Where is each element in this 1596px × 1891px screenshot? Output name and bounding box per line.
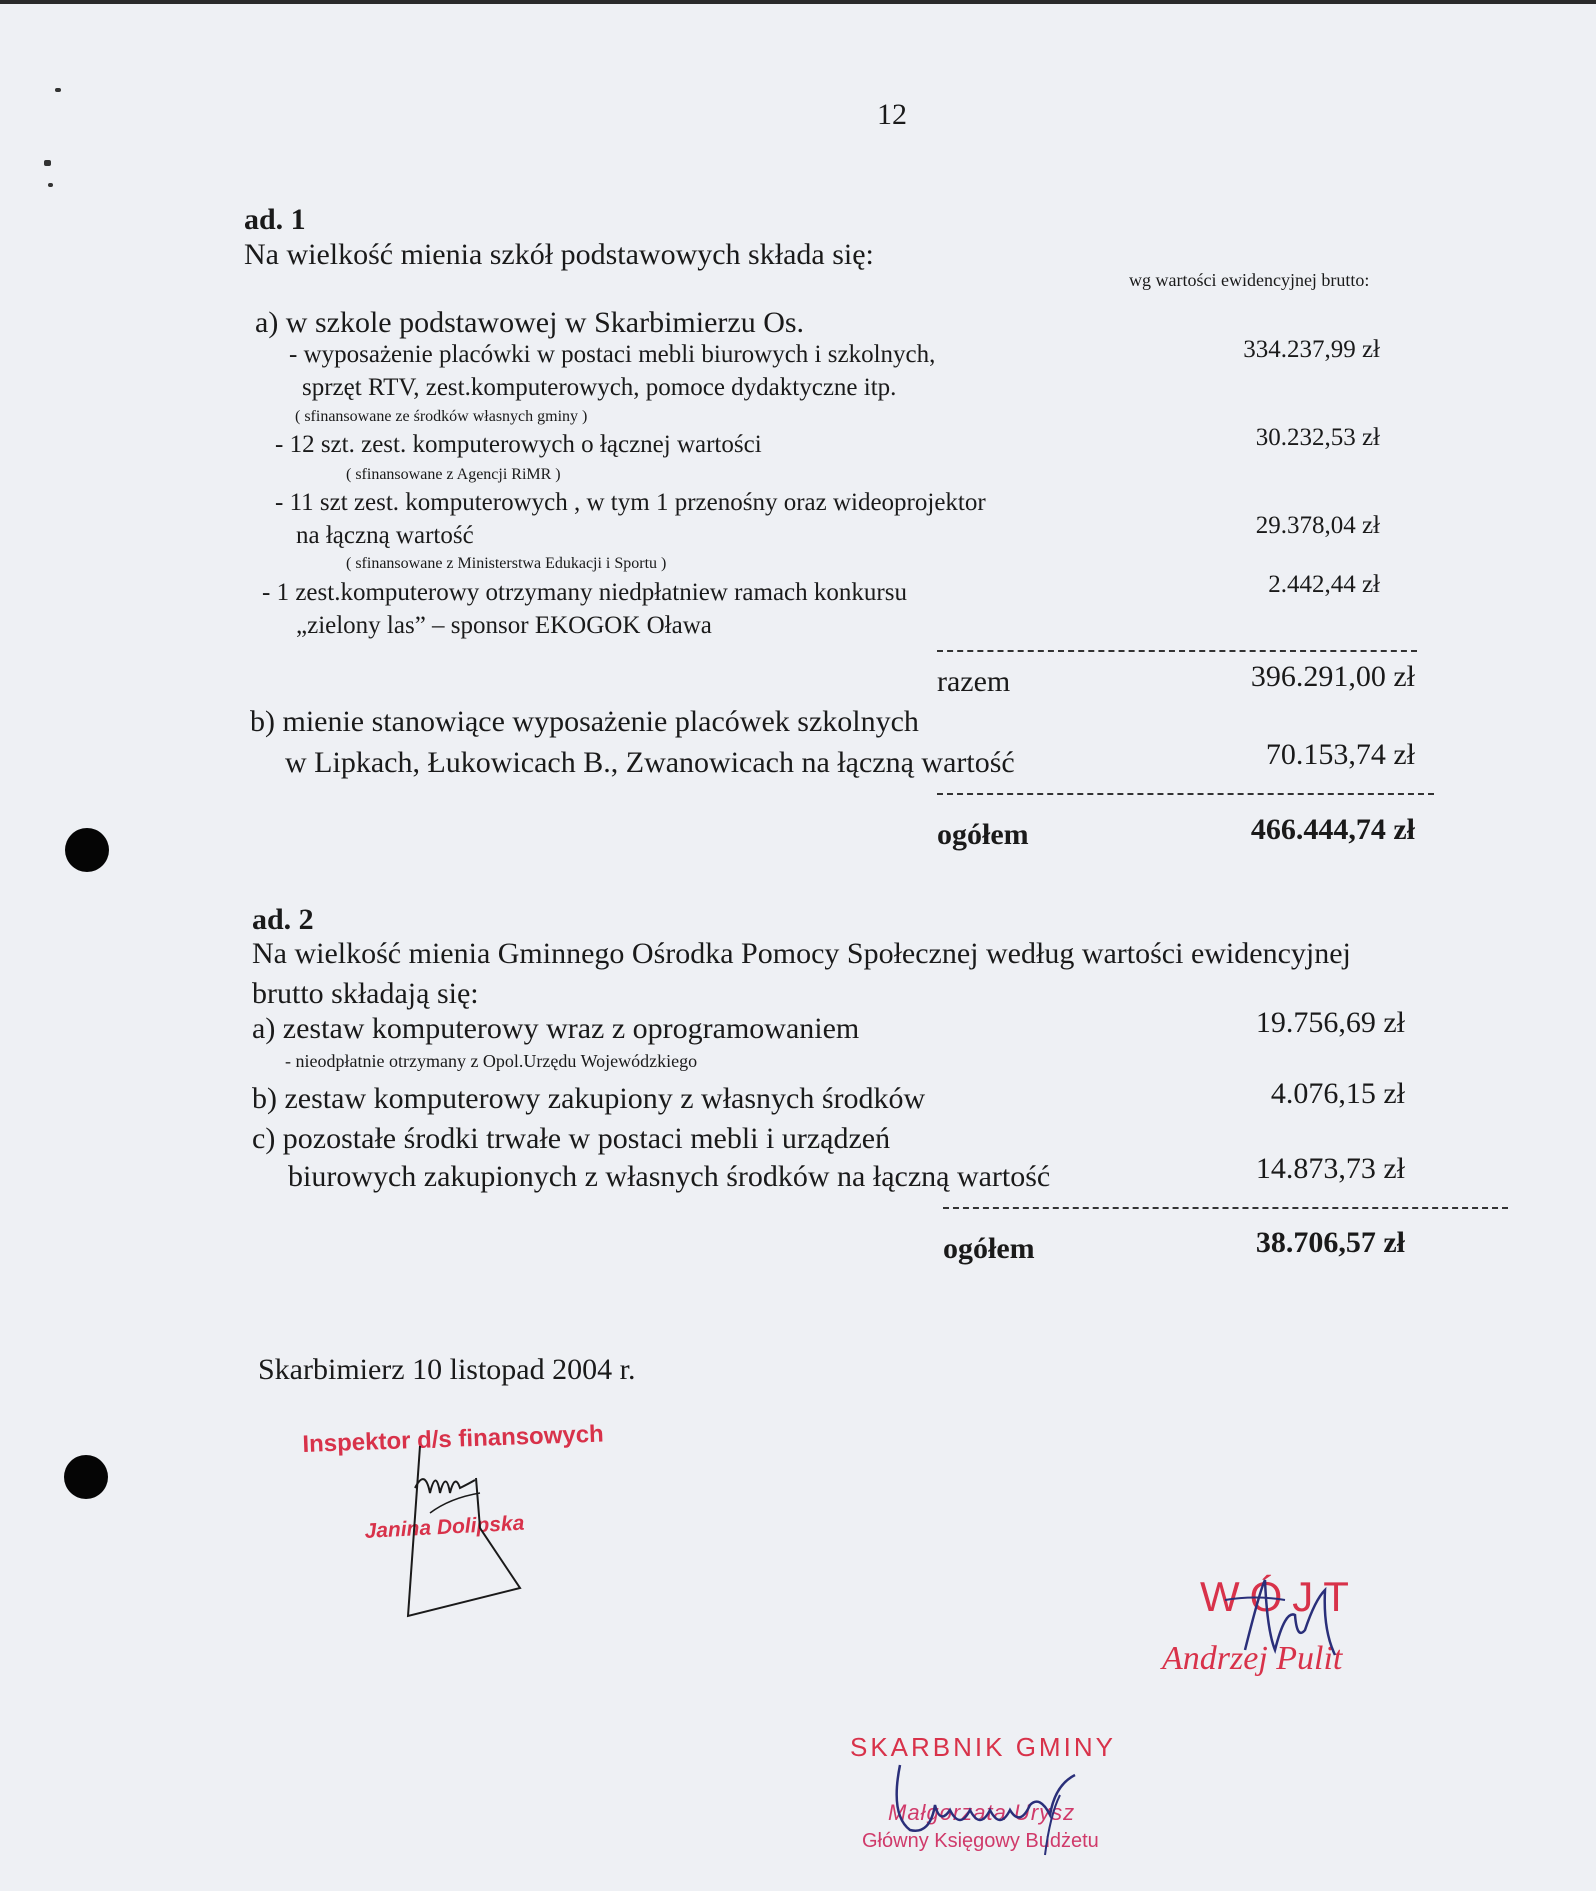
ad1-a3-line2: na łączną wartość bbox=[296, 522, 474, 549]
ad2-total-amount: 38.706,57 zł bbox=[1255, 1226, 1405, 1259]
ad2-c-line1: c) pozostałe środki trwałe w postaci mebli i urządzeń bbox=[252, 1122, 891, 1155]
punch-hole bbox=[64, 1455, 108, 1499]
ad1-a1-note: ( sfinansowane ze środków własnych gminy ) bbox=[295, 408, 588, 425]
scan-speck bbox=[55, 88, 61, 92]
ad1-total-label: ogółem bbox=[937, 818, 1029, 851]
wojt-signature bbox=[1205, 1570, 1365, 1690]
ad2-heading: ad. 2 bbox=[252, 903, 314, 936]
ad2-intro-line1: Na wielkość mienia Gminnego Ośrodka Pomocy Społecznej według wartości ewidencyjnej bbox=[252, 937, 1351, 970]
ad1-a2-amount: 30.232,53 zł bbox=[1255, 424, 1380, 451]
scan-top-edge bbox=[0, 0, 1596, 4]
ad1-a1-line2: sprzęt RTV, zest.komputerowych, pomoce dydaktyczne itp. bbox=[302, 374, 897, 401]
ad1-b-line2: w Lipkach, Łukowicach B., Zwanowicach na łączną wartość bbox=[285, 746, 1015, 779]
separator-line bbox=[937, 650, 1417, 652]
ad1-a1-amount: 334.237,99 zł bbox=[1243, 336, 1380, 363]
ad1-b-amount: 70.153,74 zł bbox=[1265, 738, 1415, 771]
skarbnik-stamp-role: Główny Księgowy Budżetu bbox=[862, 1830, 1099, 1852]
ad1-razem-label: razem bbox=[937, 665, 1011, 698]
inspector-stamp-title: Inspektor d/s finansowych bbox=[302, 1420, 605, 1458]
skarbnik-stamp-name: Małgorzata Urysz bbox=[888, 1800, 1076, 1825]
ad1-a2-note: ( sfinansowane z Agencji RiMR ) bbox=[346, 466, 561, 483]
inspector-signature bbox=[380, 1438, 530, 1618]
ad2-total-label: ogółem bbox=[943, 1232, 1035, 1265]
ad2-intro-line2: brutto składają się: bbox=[252, 977, 479, 1010]
ad1-total-amount: 466.444,74 zł bbox=[1250, 813, 1415, 846]
ad1-a3-amount: 29.378,04 zł bbox=[1255, 512, 1380, 539]
wojt-stamp-title: WÓJT bbox=[1200, 1573, 1359, 1620]
ad1-a4-amount: 2.442,44 zł bbox=[1268, 571, 1380, 598]
column-header: wg wartości ewidencyjnej brutto: bbox=[1129, 270, 1370, 290]
ad1-intro: Na wielkość mienia szkół podstawowych składa się: bbox=[244, 238, 874, 271]
ad1-a4-line2: „zielony las” – sponsor EKOGOK Oława bbox=[296, 612, 712, 639]
ad2-b-line1: b) zestaw komputerowy zakupiony z własnych środków bbox=[252, 1082, 926, 1115]
ad1-a2-line1: - 12 szt. zest. komputerowych o łącznej wartości bbox=[275, 431, 762, 458]
ad2-b-amount: 4.076,15 zł bbox=[1270, 1077, 1405, 1110]
ad1-razem-amount: 396.291,00 zł bbox=[1250, 660, 1415, 693]
ad1-a4-line1: - 1 zest.komputerowy otrzymany niedpłatniew ramach konkursu bbox=[262, 579, 907, 606]
ad1-b-line1: b) mienie stanowiące wyposażenie placówek szkolnych bbox=[250, 705, 919, 738]
ad2-c-amount: 14.873,73 zł bbox=[1255, 1152, 1405, 1185]
skarbnik-signature bbox=[880, 1755, 1100, 1865]
page-number: 12 bbox=[877, 98, 907, 131]
place-date: Skarbimierz 10 listopad 2004 r. bbox=[258, 1353, 636, 1386]
scan-speck bbox=[48, 183, 53, 187]
inspector-stamp-name: Janina Dolipska bbox=[364, 1511, 525, 1543]
punch-hole bbox=[65, 828, 109, 872]
ad2-a-line1: a) zestaw komputerowy wraz z oprogramowaniem bbox=[252, 1012, 860, 1045]
ad2-a-amount: 19.756,69 zł bbox=[1255, 1006, 1405, 1039]
ad1-a-title: a) w szkole podstawowej w Skarbimierzu Os. bbox=[255, 306, 805, 339]
ad1-heading: ad. 1 bbox=[244, 203, 306, 236]
ad1-a3-line1: - 11 szt zest. komputerowych , w tym 1 przenośny oraz wideoprojektor bbox=[275, 489, 986, 516]
separator-line bbox=[943, 1207, 1508, 1209]
scan-speck bbox=[44, 160, 51, 166]
separator-line bbox=[937, 793, 1434, 795]
ad1-a3-note: ( sfinansowane z Ministerstwa Edukacji i Sportu ) bbox=[346, 555, 667, 572]
ad2-a-note: - nieodpłatnie otrzymany z Opol.Urzędu Wojewódzkiego bbox=[285, 1051, 698, 1071]
ad2-c-line2: biurowych zakupionych z własnych środków na łączną wartość bbox=[288, 1160, 1051, 1193]
ad1-a1-line1: - wyposażenie placówki w postaci mebli biurowych i szkolnych, bbox=[289, 341, 936, 368]
wojt-stamp-name: Andrzej Pulit bbox=[1162, 1640, 1343, 1677]
skarbnik-stamp-title: SKARBNIK GMINY bbox=[850, 1732, 1116, 1762]
